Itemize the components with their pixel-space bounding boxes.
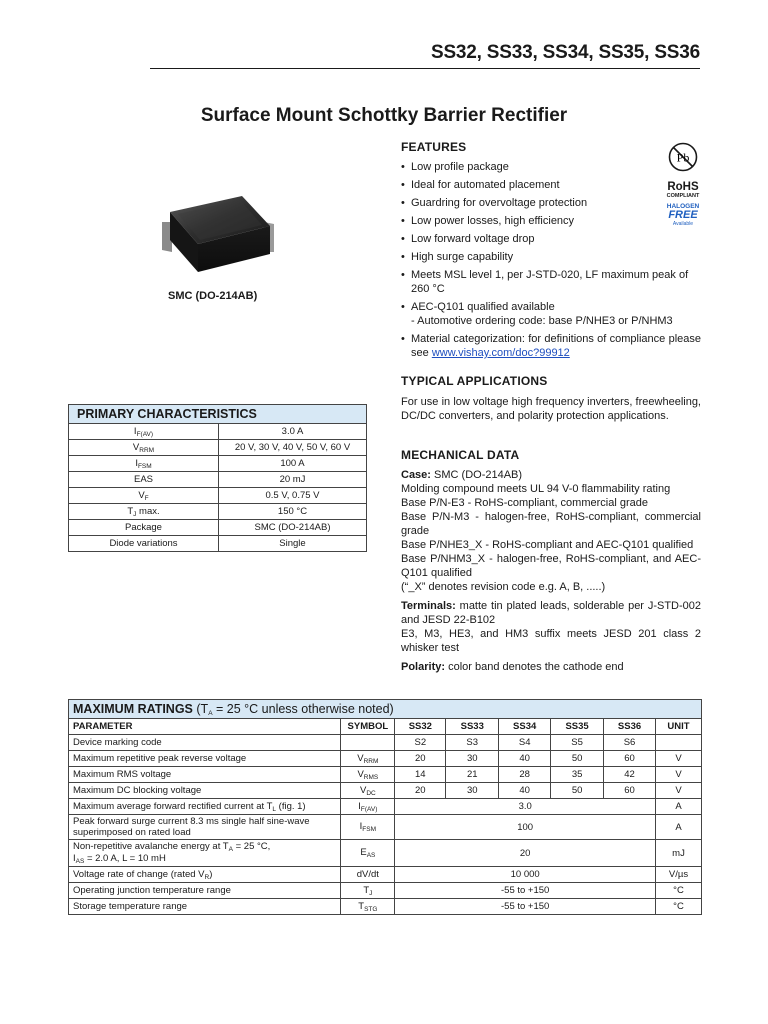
table-row: $I_{F(AV)}$ 3.0 A [69,424,367,440]
table-row: $V_{RRM}$ 20 V, 30 V, 40 V, 50 V, 60 V [69,440,367,456]
table-row: Diode variations Single [69,536,367,552]
terminals-extra: E3, M3, HE3, and HM3 suffix meets JESD 201 class 2 whisker test [401,628,701,654]
feature-item: • Low forward voltage drop [401,233,535,245]
table-row: Voltage rate of change (rated $V_R$) dV/dt 10 000 V/µs [69,867,702,883]
table-row: Maximum repetitive peak reverse voltage $V_{RRM}$ 20 30 40 50 60 V [69,751,702,767]
available-label: Available [672,221,694,227]
table-row: Operating junction temperature range $T_J$ -55 to +150 °C [69,883,702,899]
part-numbers-header: SS32, SS33, SS34, SS35, SS36 [430,42,700,63]
table-row: $T_J$ max. 150 °C [69,504,367,520]
ratings-column-headers: PARAMETER SYMBOL SS32 SS33 SS34 SS35 SS36 UNIT [69,719,702,735]
feature-item: • Ideal for automated placement [401,179,560,191]
rohs-label: RoHS [667,181,699,193]
rohs-compliant-label: COMPLIANT [666,193,700,199]
polarity-line: Polarity: color band denotes the cathode end [401,661,624,673]
table-row: Package SMC (DO-214AB) [69,520,367,536]
mech-line: (“_X” denotes revision code e.g. A, B, .....) [401,581,606,593]
primary-characteristics-title: PRIMARY CHARACTERISTICS [69,405,367,424]
feature-item: • Material categorization: for definitions of compliance please see www.vishay.com/doc?99912 [401,333,701,359]
mechanical-section [401,448,701,674]
features-list [401,160,701,360]
halogen-label: HALOGEN [666,203,700,210]
primary-characteristics-table [68,404,367,552]
table-row: $I_{FSM}$ 100 A [69,456,367,472]
package-caption: SMC (DO-214AB) [168,290,258,302]
ratings-header-row [69,700,702,719]
mech-line: Base P/NHM3_X - halogen-free, RoHS-compliant, and AEC-Q101 qualified [401,553,701,579]
table-row: Peak forward surge current 8.3 ms single half sine-wave superimposed on rated load $I_{FSM}$ 100 A [69,815,702,840]
terminals-line: Terminals: matte tin plated leads, solderable per J-STD-002 and JESD 22-B102 [401,600,701,626]
features-title: FEATURES [401,140,467,154]
header-rule [150,68,700,69]
feature-item: • Low profile package [401,161,509,173]
table-row: Maximum DC blocking voltage $V_{DC}$ 20 30 40 50 60 V [69,783,702,799]
free-label: FREE [668,209,698,221]
document-title: Surface Mount Schottky Barrier Rectifier [200,105,568,126]
pb-label: Pb [676,150,690,165]
mech-line: Base P/N-M3 - halogen-free, RoHS-compliant, commercial grade [401,511,701,537]
feature-item: • Low power losses, high efficiency [401,215,575,227]
ratings-title: MAXIMUM RATINGS ($T_A = 25$ °C unless otherwise noted) [69,700,702,719]
table-row: Non-repetitive avalanche energy at $T_A = 25$ °C, $I_{AS} = 2.0$ A, L = 10 mH $E_{AS}$ 20 mJ [69,840,702,867]
features-section [401,140,701,364]
table-row: Storage temperature range $T_{STG}$ -55 to +150 °C [69,899,702,915]
feature-item: • Guardring for overvoltage protection [401,197,588,209]
mech-line: Base P/N-E3 - RoHS-compliant, commercial grade [401,497,648,509]
table-row: EAS 20 mJ [69,472,367,488]
mechanical-title: MECHANICAL DATA [401,448,520,462]
maximum-ratings-table [68,699,702,915]
feature-item: • High surge capability [401,251,514,263]
feature-item: • Meets MSL level 1, per J-STD-020, LF maximum peak of 260 °C [401,269,689,295]
smc-package-image [158,192,278,278]
applications-section [401,374,701,423]
feature-item: • AEC-Q101 qualified available - Automotive ordering code: base P/NHE3 or P/NHM3 [401,301,673,327]
applications-text: For use in low voltage high frequency inverters, freewheeling, DC/DC converters, and polarity protection applications. [401,396,701,422]
table-row: $V_F$ 0.5 V, 0.75 V [69,488,367,504]
table-row: Maximum average forward rectified current at $T_L$ (fig. 1) $I_{F(AV)}$ 3.0 A [69,799,702,815]
table-row: Device marking code S2 S3 S4 S5 S6 [69,735,702,751]
material-link[interactable]: www.vishay.com/doc?99912 [431,347,570,359]
applications-title: TYPICAL APPLICATIONS [401,374,548,388]
mech-line: Molding compound meets UL 94 V-0 flammability rating [401,483,671,495]
table-row: Maximum RMS voltage $V_{RMS}$ 14 21 28 35 42 V [69,767,702,783]
case-line: Case: SMC (DO-214AB) [401,469,523,481]
mech-line: Base P/NHE3_X - RoHS-compliant and AEC-Q101 qualified [401,539,694,551]
